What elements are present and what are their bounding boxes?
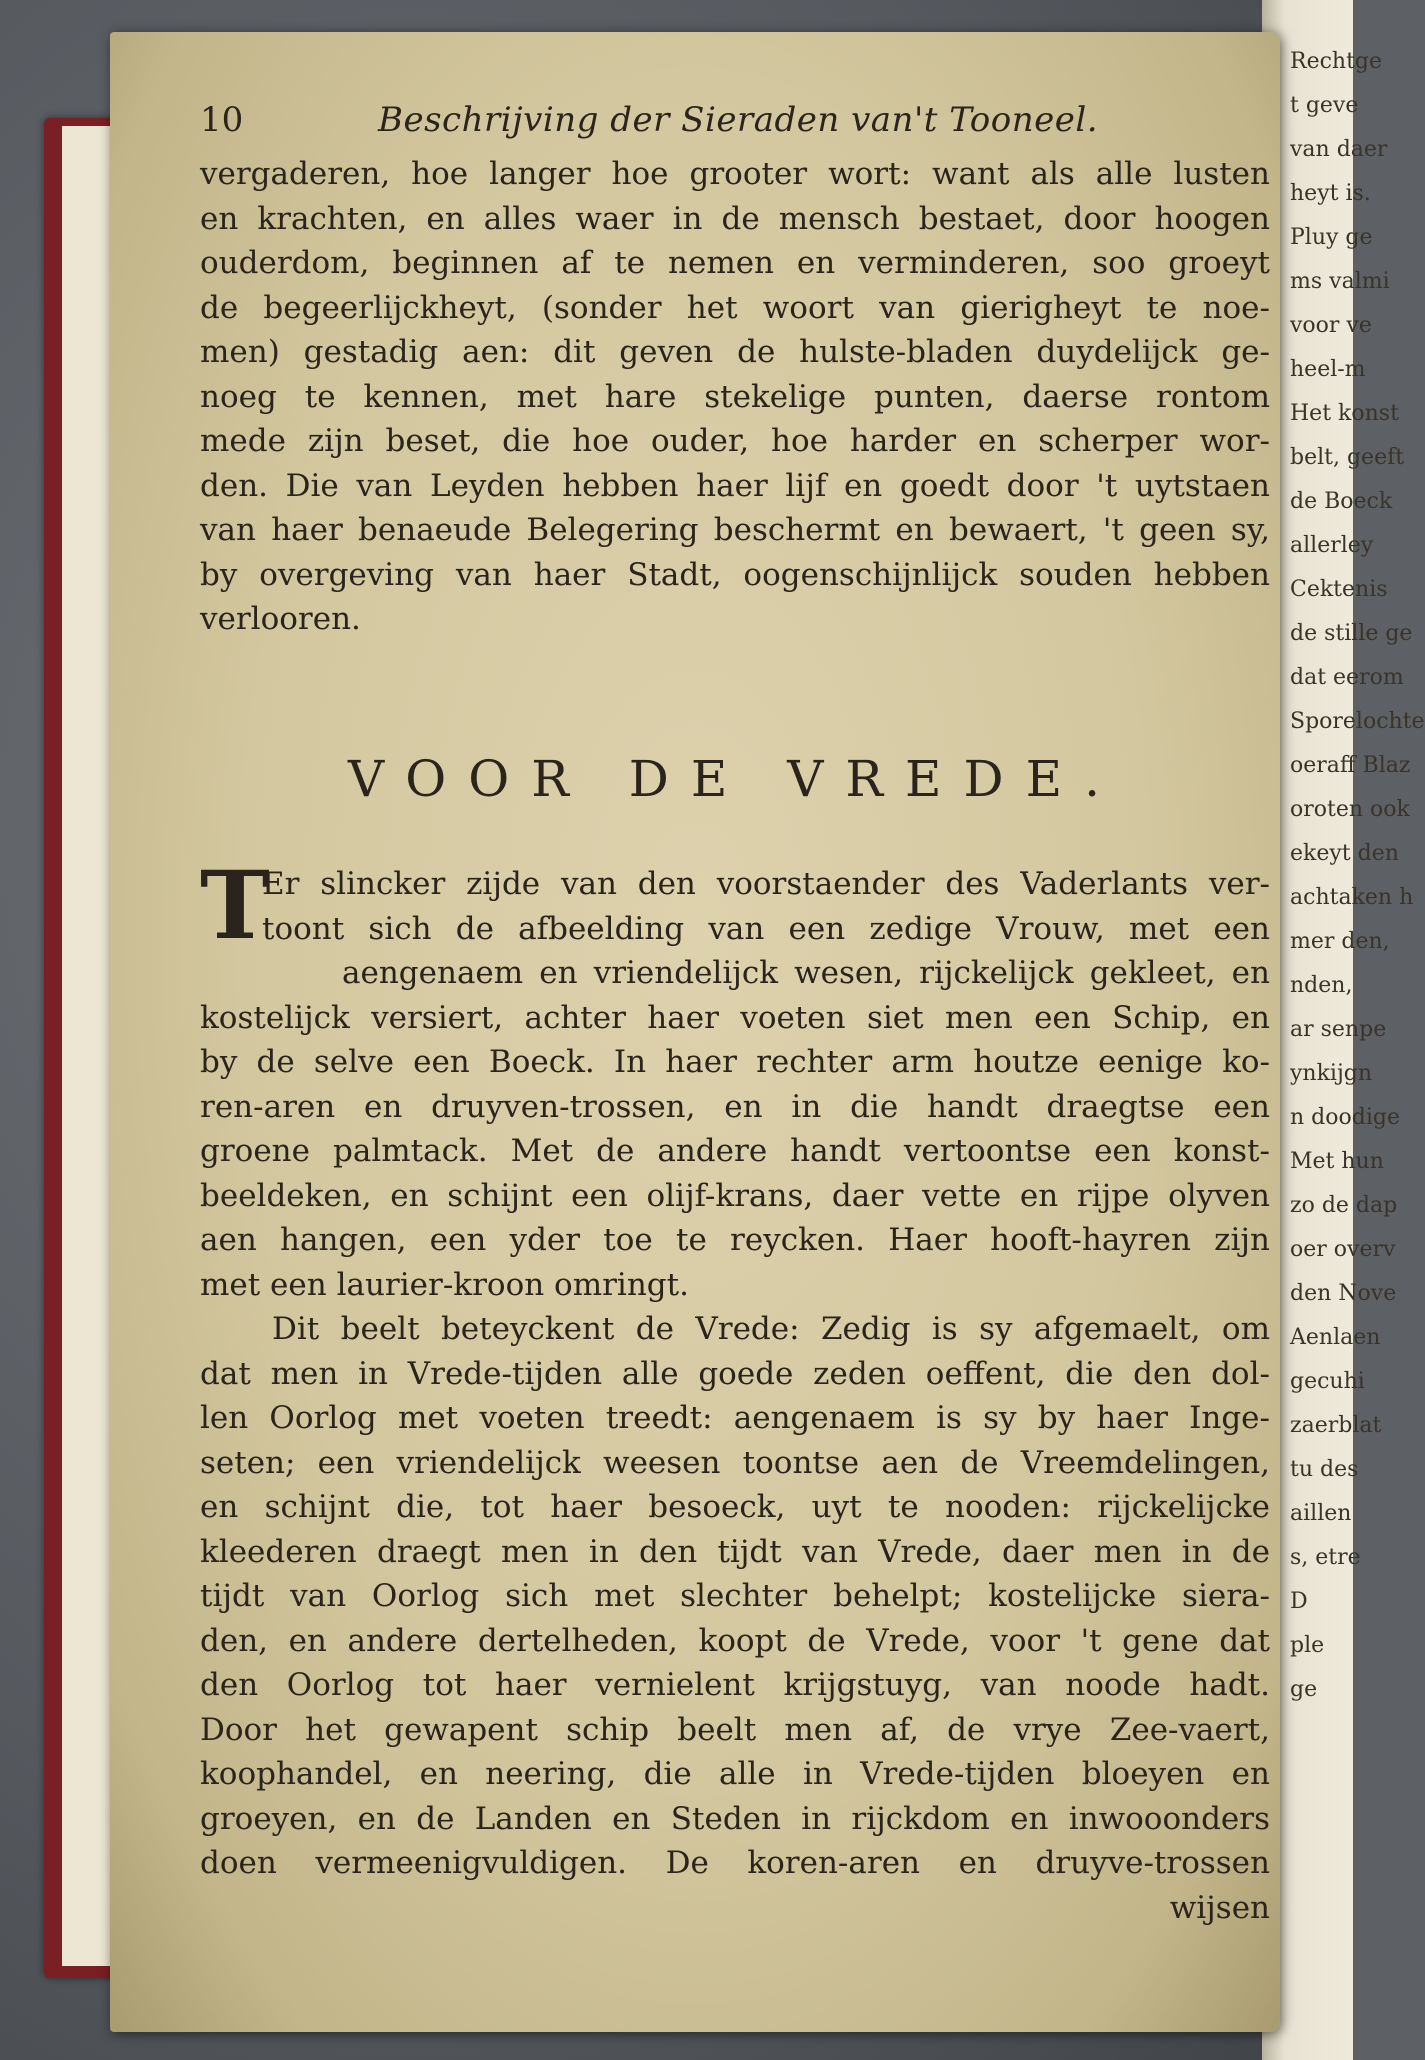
facing-line: n doodige <box>1290 1105 1400 1130</box>
paragraph-1 <box>200 851 1270 1307</box>
facing-line: ynkijgn <box>1290 1061 1373 1086</box>
text-line: den Oorlog tot haer vernielent krijgstuyg, van noode hadt. <box>200 1667 1270 1703</box>
text-line: den. Die van Leyden hebben haer lijf en goedt door 't uytstaen <box>200 467 1270 504</box>
facing-line: dat eerom <box>1290 665 1404 690</box>
text-line: en krachten, en alles waer in de mensch bestaet, door hoogen <box>200 200 1270 237</box>
drop-cap: T <box>200 851 270 961</box>
text-line: len Oorlog met voeten treedt: aengenaem is sy by haer Inge- <box>200 1400 1270 1436</box>
text-line: by overgeving van haer Stadt, oogenschijnlijck souden hebben <box>200 556 1270 593</box>
text-line: met een laurier-kroon omringt. <box>200 1266 689 1303</box>
text-line: aengenaem en vriendelijck wesen, rijckelijck gekleet, en <box>342 955 1270 991</box>
text-line: men) gestadig aen: dit geven de hulste-bladen duydelijck ge- <box>200 334 1270 370</box>
text-line: doen vermeenigvuldigen. De koren-aren en druyve-trossen <box>200 1845 1270 1881</box>
text-line: van haer benaeude Belegering beschermt en bewaert, 't geen sy, <box>200 512 1270 548</box>
text-line: Door het gewapent schip beelt men af, de vrye Zee-vaert, <box>200 1711 1270 1748</box>
text-line: vergaderen, hoe langer hoe grooter wort: want als alle lusten <box>200 156 1270 192</box>
section-body <box>200 851 1270 1930</box>
text-line: den, en andere dertelheden, koopt de Vrede, voor 't gene dat <box>200 1622 1270 1659</box>
facing-line: ple <box>1290 1633 1325 1658</box>
facing-line: tu des <box>1290 1457 1359 1482</box>
facing-line: Pluy ge <box>1290 225 1373 250</box>
text-line: ren-aren en druyven-trossen, en in die handt draegtse een <box>200 1088 1270 1125</box>
facing-line: ar senpe <box>1290 1017 1387 1042</box>
facing-line: Met hun <box>1290 1149 1384 1174</box>
facing-line: Rechtge <box>1290 49 1383 74</box>
text-line: tijdt van Oorlog sich met slechter behelpt; kostelijcke siera- <box>200 1578 1270 1614</box>
running-title: Beschrijving der Sieraden van't Tooneel. <box>378 100 1099 140</box>
facing-line: heyt is. <box>1290 181 1371 206</box>
facing-line: gecuhi <box>1290 1369 1365 1394</box>
facing-line: D <box>1290 1589 1308 1614</box>
facing-line: Cektenis <box>1290 577 1388 602</box>
facing-page-text <box>1290 40 1425 2040</box>
facing-line: heel-m <box>1290 357 1366 382</box>
paragraph-2 <box>200 1307 1270 1886</box>
facing-line: ge <box>1290 1677 1318 1702</box>
facing-line: zaerblat <box>1290 1413 1382 1438</box>
page-number: 10 <box>200 100 244 140</box>
text-line: Dit beelt beteyckent de Vrede: Zedig is sy afgemaelt, om <box>272 1311 1270 1347</box>
text-line: by de selve een Boeck. In haer rechter arm houtze eenige ko- <box>200 1044 1270 1080</box>
text-line: groeyen, en de Landen en Steden in rijckdom en inwooonders <box>200 1800 1270 1837</box>
top-paragraph <box>200 152 1270 642</box>
facing-line: achtaken h <box>1290 885 1414 910</box>
text-line: mede zijn beset, die hoe ouder, hoe harder en scherper wor- <box>200 423 1270 459</box>
facing-line: oeraff Blaz <box>1290 753 1411 778</box>
facing-line: allerley <box>1290 533 1374 558</box>
text-line: de begeerlijckheyt, (sonder het woort van gierigheyt te noe- <box>200 289 1270 326</box>
text-line: kostelijck versiert, achter haer voeten siet men een Schip, en <box>200 999 1270 1036</box>
facing-line: den Nove <box>1290 1281 1397 1306</box>
text-line: Er slincker zijde van den voorstaender des Vaderlants ver- <box>262 866 1270 902</box>
text-line: dat men in Vrede-tijden alle goede zeden oeffent, die den dol- <box>200 1355 1270 1392</box>
facing-line: Het konst <box>1290 401 1399 426</box>
facing-line: nden, <box>1290 973 1353 998</box>
facing-line: t geve <box>1290 93 1359 118</box>
text-line: aen hangen, een yder toe te reycken. Haer hooft-hayren zijn <box>200 1222 1270 1258</box>
facing-line: de stille ge <box>1290 621 1413 646</box>
catchword: wijsen <box>1169 1889 1270 1926</box>
text-line: verlooren. <box>200 601 361 637</box>
facing-line: aillen <box>1290 1501 1352 1526</box>
book-page <box>110 32 1280 2032</box>
facing-line: zo de dap <box>1290 1193 1398 1218</box>
facing-line: de Boeck <box>1290 489 1393 514</box>
text-line: en schijnt die, tot haer besoeck, uyt te nooden: rijckelijcke <box>200 1489 1270 1525</box>
text-line: kleederen draegt men in den tijdt van Vrede, daer men in de <box>200 1533 1270 1570</box>
text-line: ouderdom, beginnen af te nemen en verminderen, soo groeyt <box>200 245 1270 281</box>
facing-line: oer overv <box>1290 1237 1396 1262</box>
text-line: seten; een vriendelijck weesen toontse aen de Vreemdelingen, <box>200 1444 1270 1481</box>
text-line: koophandel, en neering, die alle in Vrede-tijden bloeyen en <box>200 1756 1270 1792</box>
facing-line: voor ve <box>1290 313 1372 338</box>
text-line: beeldeken, en schijnt een olijf-krans, daer vette en rijpe olyven <box>200 1177 1270 1214</box>
facing-line: mer den, <box>1290 929 1390 954</box>
facing-line: oroten ook <box>1290 797 1410 822</box>
facing-line: ekeyt den <box>1290 841 1399 866</box>
facing-line: van daer <box>1290 137 1388 162</box>
facing-line: Aenlaen <box>1290 1325 1381 1350</box>
text-line: toont sich de afbeelding van een zedige Vrouw, met een <box>262 910 1270 947</box>
facing-line: belt, geeft <box>1290 445 1405 470</box>
text-line: noeg te kennen, met hare stekelige punten, daerse rontom <box>200 378 1270 415</box>
text-line: groene palmtack. Met de andere handt vertoontse een konst- <box>200 1133 1270 1169</box>
section-heading: VOOR DE VREDE. <box>348 750 1122 808</box>
facing-line: ms valmi <box>1290 269 1390 294</box>
facing-line: Sporelochte <box>1290 709 1425 734</box>
facing-line: s, etre <box>1290 1545 1361 1570</box>
